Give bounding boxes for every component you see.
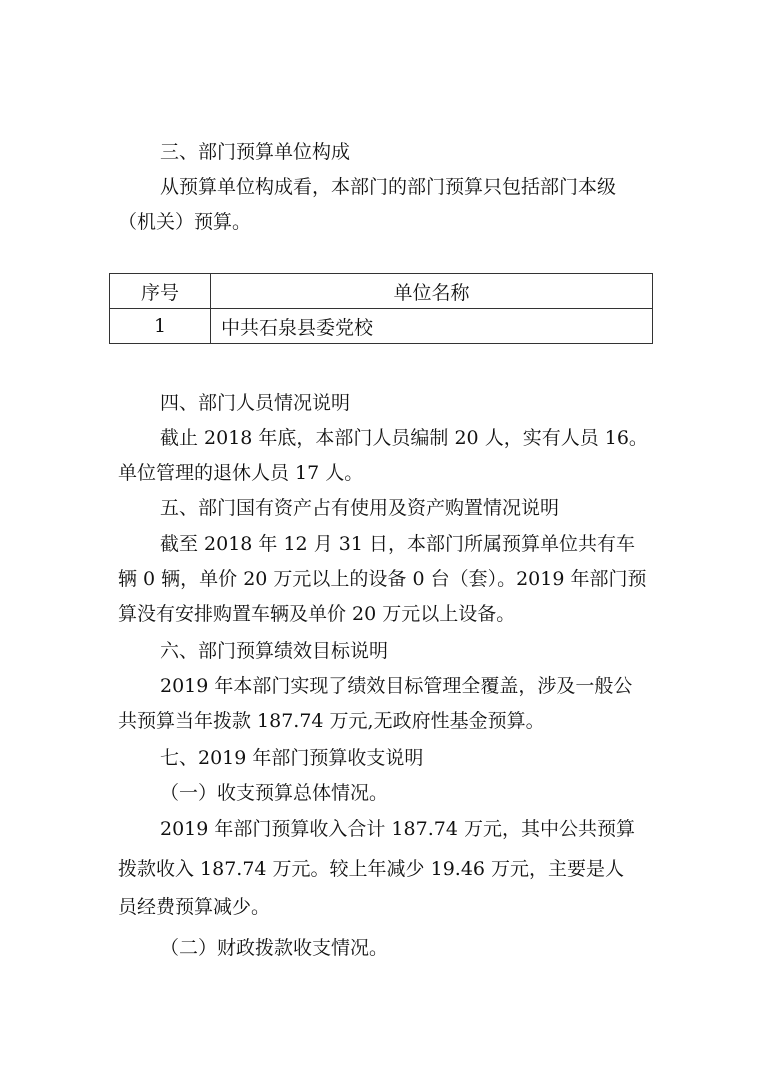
section-4-paragraph-line-1: 截止 2018 年底，本部门人员编制 20 人，实有人员 16。 — [160, 427, 648, 449]
table-header-unit-name: 单位名称 — [211, 274, 653, 309]
section-4-heading: 四、部门人员情况说明 — [160, 392, 351, 414]
section-6-heading: 六、部门预算绩效目标说明 — [160, 640, 389, 662]
unit-table — [109, 273, 653, 344]
section-7-paragraph-line-2: 拨款收入 187.74 万元。较上年减少 19.46 万元，主要是人 — [118, 858, 625, 880]
table-cell-index: 1 — [110, 309, 211, 344]
section-4-paragraph-line-2: 单位管理的退休人员 17 人。 — [118, 462, 364, 484]
table-cell-unit-name: 中共石泉县委党校 — [211, 309, 653, 344]
section-6-paragraph-line-2: 共预算当年拨款 187.74 万元,无政府性基金预算。 — [118, 710, 545, 732]
section-3-paragraph-line-1: 从预算单位构成看，本部门的部门预算只包括部门本级 — [160, 176, 617, 198]
section-7-heading: 七、2019 年部门预算收支说明 — [160, 747, 424, 769]
section-6-paragraph-line-1: 2019 年本部门实现了绩效目标管理全覆盖，涉及一般公 — [160, 675, 633, 697]
section-5-heading: 五、部门国有资产占有使用及资产购置情况说明 — [160, 497, 560, 519]
table-header-row — [110, 274, 653, 309]
section-5-paragraph-line-1: 截至 2018 年 12 月 31 日，本部门所属预算单位共有车 — [160, 533, 635, 555]
table-header-index: 序号 — [110, 274, 211, 309]
table-row — [110, 309, 653, 344]
section-5-paragraph-line-3: 算没有安排购置车辆及单价 20 万元以上设备。 — [118, 603, 516, 625]
section-3-paragraph-line-2: （机关）预算。 — [118, 211, 252, 233]
section-7-subheading-2: （二）财政拨款收支情况。 — [160, 937, 389, 959]
section-7-paragraph-line-1: 2019 年部门预算收入合计 187.74 万元，其中公共预算 — [160, 818, 635, 840]
section-7-subheading-1: （一）收支预算总体情况。 — [160, 782, 389, 804]
section-3-heading: 三、部门预算单位构成 — [160, 141, 351, 163]
section-5-paragraph-line-2: 辆 0 辆，单价 20 万元以上的设备 0 台（套）。2019 年部门预 — [118, 568, 647, 590]
section-7-paragraph-line-3: 员经费预算减少。 — [118, 896, 271, 918]
